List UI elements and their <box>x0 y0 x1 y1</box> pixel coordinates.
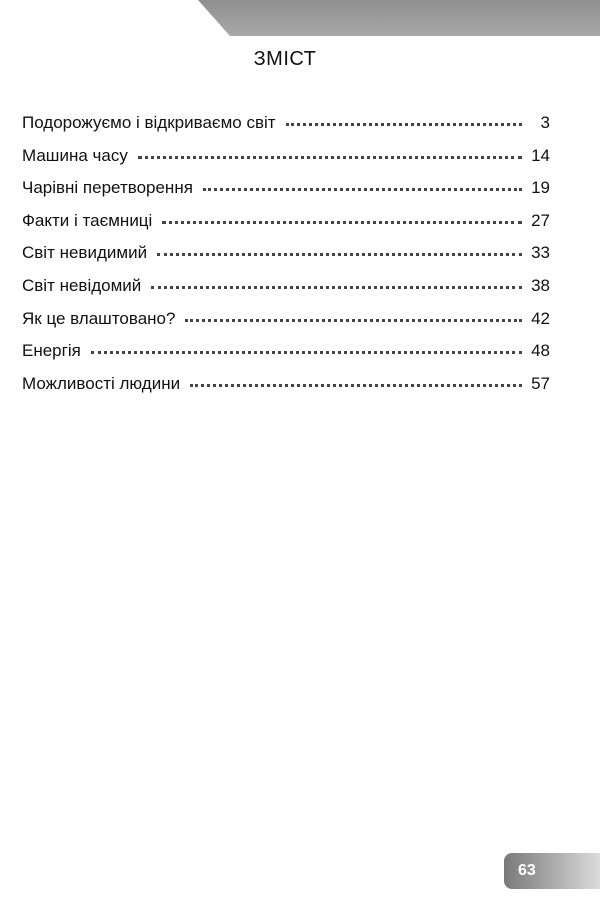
dot-leader <box>190 383 522 387</box>
toc-entry <box>22 237 550 270</box>
toc-entry-title: Світ невидимий <box>22 243 148 263</box>
toc-entry <box>22 172 550 205</box>
toc-entry-title: Можливості людини <box>22 373 181 393</box>
toc-entry-title: Як це влаштовано? <box>22 308 176 328</box>
dot-leader <box>91 350 522 354</box>
page-number-tab <box>504 853 600 889</box>
dot-leader <box>138 155 522 159</box>
dot-leader <box>185 318 522 322</box>
table-of-contents <box>22 107 550 400</box>
dot-leader <box>162 220 522 224</box>
toc-entry-page: 42 <box>531 308 550 328</box>
toc-entry <box>22 107 550 140</box>
toc-entry-title: Подорожуємо і відкриваємо світ <box>22 113 276 132</box>
toc-entry-page: 48 <box>531 341 550 361</box>
page-title: ЗМІСТ <box>253 48 317 70</box>
dot-leader <box>151 285 522 289</box>
toc-entry-page: 14 <box>531 145 550 165</box>
toc-entry <box>22 270 550 303</box>
toc-entry-page: 3 <box>540 113 550 132</box>
toc-entry-page: 57 <box>531 373 550 393</box>
toc-entry-page: 33 <box>531 243 550 263</box>
header-decoration-band <box>198 0 600 36</box>
toc-entry <box>22 368 550 401</box>
toc-entry-title: Світ невідомий <box>22 275 142 295</box>
toc-entry-title: Факти і таємниці <box>22 210 153 230</box>
toc-entry <box>22 303 550 336</box>
toc-entry-title: Машина часу <box>22 145 128 165</box>
dot-leader <box>286 122 522 126</box>
toc-entry-page: 27 <box>531 210 550 230</box>
toc-entry <box>22 335 550 368</box>
toc-entry-title: Енергія <box>22 341 81 361</box>
toc-entry <box>22 140 550 173</box>
dot-leader <box>157 252 522 256</box>
dot-leader <box>203 187 522 191</box>
page-number: 63 <box>518 862 536 879</box>
toc-entry-page: 19 <box>531 178 550 198</box>
toc-entry <box>22 205 550 238</box>
toc-entry-page: 38 <box>531 275 550 295</box>
toc-entry-title: Чарівні перетворення <box>22 178 193 198</box>
